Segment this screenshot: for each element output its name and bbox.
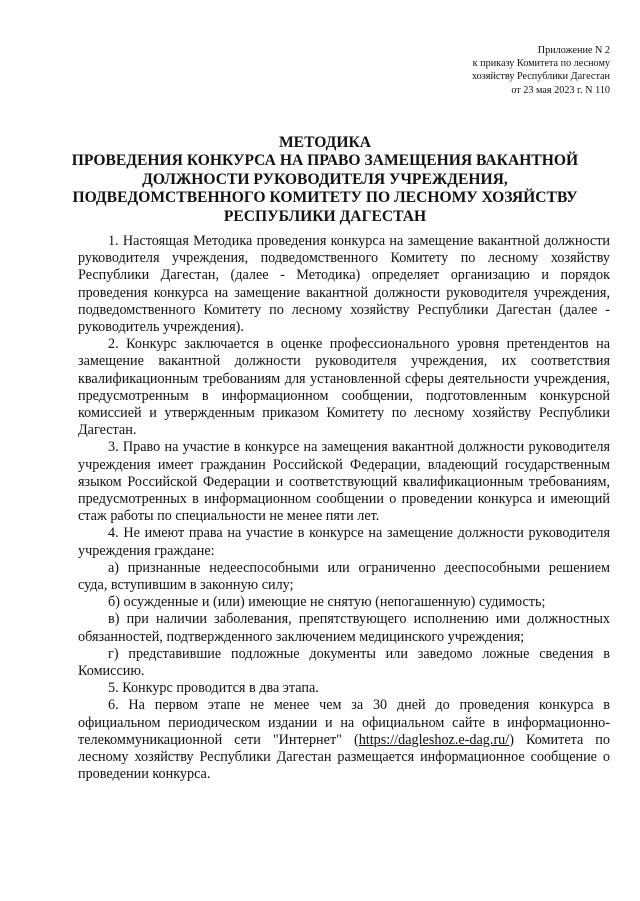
paragraph-4c: в) при наличии заболевания, препятствующего исполнению ими должностных обязанностей, подтвержденного заключением медицинского учреждения;: [78, 611, 610, 645]
title-line-2: ПРОВЕДЕНИЯ КОНКУРСА НА ПРАВО ЗАМЕЩЕНИЯ ВАКАНТНОЙ: [71, 152, 579, 170]
paragraph-6-text-after: ) Комитета по лесному хозяйству Республики Дагестан размещается информационное сообщение о проведении конкурса.: [78, 731, 610, 783]
appendix-line-2: к приказу Комитета по лесному: [472, 58, 610, 70]
title-line-4: ПОДВЕДОМСТВЕННОГО КОМИТЕТУ ПО ЛЕСНОМУ ХОЗЯЙСТВУ: [72, 189, 578, 207]
paragraph-1: 1. Настоящая Методика проведения конкурса на замещение вакантной должности руководителя учреждения, подведомственного Комитету по лесному хозяйству Республики Дагестан, (далее - Методика) определяет организацию и порядок проведения конкурса на замещение вакантной должности руководителя учреждения, подведомственного Комитету по лесному хозяйству Республики Дагестан (далее - руководитель учреждения).: [78, 233, 610, 336]
document-title: [40, 134, 610, 226]
appendix-line-1: Приложение N 2: [537, 45, 610, 56]
paragraph-4a: а) признанные недееспособными или ограниченно дееспособными решением суда, вступившим в законную силу;: [78, 559, 610, 594]
paragraph-4: 4. Не имеют права на участие в конкурсе на замещение должности руководителя учреждения граждане:: [78, 525, 610, 559]
paragraph-4d: г) представившие подложные документы или заведомо ложные сведения в Комиссию.: [78, 645, 610, 680]
paragraph-4b: б) осужденные и (или) имеющие не снятую (непогашенную) судимость;: [108, 594, 546, 611]
appendix-header: [472, 44, 610, 97]
paragraph-5: 5. Конкурс проводится в два этапа.: [108, 680, 319, 697]
paragraph-6-text-before: 6. На первом этапе не менее чем за 30 дней до проведения конкурса в официальном периодическом издании и на официальном сайте в информационно-телекоммуникационной сети "Интернет" (: [78, 697, 610, 748]
committee-website-link[interactable]: https://dagleshoz.e-dag.ru/: [358, 731, 510, 748]
paragraph-6: [78, 697, 610, 783]
appendix-line-3: хозяйству Республики Дагестан: [471, 71, 610, 83]
title-line-3: ДОЛЖНОСТИ РУКОВОДИТЕЛЯ УЧРЕЖДЕНИЯ,: [142, 170, 508, 188]
appendix-line-4: от 23 мая 2023 г. N 110: [511, 84, 610, 96]
title-line-5: РЕСПУБЛИКИ ДАГЕСТАН: [223, 207, 427, 225]
paragraph-3: 3. Право на участие в конкурсе на замещения вакантной должности руководителя учреждения имеет гражданин Российской Федерации, владеющий государственным языком Российской Федерации и соответствующий квалификационным требованиям, предусмотренных в информационном сообщении о проведении конкурса и имеющий стаж работы по специальности не менее пяти лет.: [78, 439, 610, 525]
paragraph-2: 2. Конкурс заключается в оценке профессионального уровня претендентов на замещение вакантной должности руководителя учреждения, их соответствия квалификационным требованиям для установленной сферы деятельности учреждения, предусмотренным в информационном сообщении, подготовленным конкурсной комиссией и утвержденным приказом Комитету по лесному хозяйству Республики Дагестан.: [78, 336, 610, 439]
title-line-1: МЕТОДИКА: [278, 134, 372, 151]
document-body: [78, 233, 610, 784]
